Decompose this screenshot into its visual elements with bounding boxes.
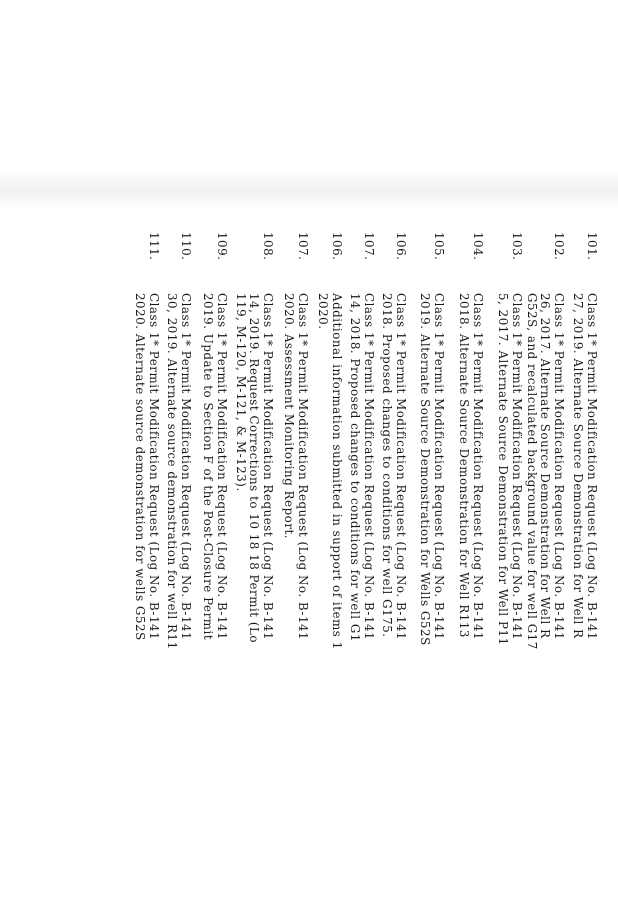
item-line: Class 1* Permit Modification Request (Log No. B-141	[261, 293, 275, 641]
item-line: 2019. Update to Section F of the Post-Closure Permit	[201, 293, 216, 641]
item-text	[316, 293, 343, 913]
item-line: 30, 2019. Alternate source demonstration for well R11	[165, 293, 180, 650]
item-line: 2020.	[316, 293, 331, 330]
item-line: Class 1* Permit Modification Request (Log No. B-141	[585, 293, 599, 641]
item-line: 2018. Alternate Source Demonstration for Well R113	[457, 293, 472, 638]
item-line: Class 1* Permit Modification Request (Log No. B-141	[179, 293, 193, 641]
item-text	[418, 293, 445, 913]
item-line: 2018. Proposed changes to conditions for well G175.	[380, 293, 395, 638]
item-text	[348, 293, 375, 913]
item-text	[133, 293, 160, 913]
item-line: Class 1* Permit Modification Request (Log No. B-141	[432, 293, 446, 641]
item-number: 109.	[215, 232, 229, 261]
item-line: Additional information submitted in support of items 1	[330, 293, 344, 650]
item-number: 106.	[330, 232, 344, 261]
item-line: Class 1* Permit Modification Request (Log No. B-141	[394, 293, 408, 641]
item-number: 110.	[179, 232, 193, 261]
item-line: Class 1* Permit Modification Request (Log No. B-141	[552, 293, 566, 641]
item-text	[571, 293, 598, 913]
item-number: 101.	[585, 232, 599, 261]
item-line: Class 1* Permit Modification Request (Log No. B-141	[471, 293, 485, 641]
item-number: 104.	[471, 232, 485, 261]
item-text	[282, 293, 309, 913]
item-number: 105.	[432, 232, 446, 261]
item-text	[496, 293, 523, 913]
item-line: 5, 2017. Alternate Source Demonstration for Well P11	[496, 293, 511, 646]
item-line: Class 1* Permit Modification Request (Log No. B-141	[510, 293, 524, 641]
item-line: 14, 2018. Proposed changes to conditions for well G1	[348, 293, 363, 642]
item-number: 102.	[552, 232, 566, 261]
item-line: 2020. Assessment Monitoring Report.	[282, 293, 297, 540]
item-text	[380, 293, 407, 913]
item-text	[234, 293, 275, 913]
item-text	[457, 293, 484, 913]
item-number: 107.	[296, 232, 310, 261]
item-line: G52S, and recalculated background value for well G17	[525, 293, 539, 650]
item-line: Class 1* Permit Modification Request (Log No. B-141	[147, 293, 161, 641]
item-line: 2019. Alternate Source Demonstration for Wells G52S	[418, 293, 433, 646]
item-line: Class 1* Permit Modification Request (Log No. B-141	[362, 293, 376, 641]
item-line: 119, M-120, M-121, & M-123).	[234, 293, 248, 492]
item-line: Class 1* Permit Modification Request (Log No. B-141	[296, 293, 310, 641]
item-number: 107.	[362, 232, 376, 261]
item-text	[201, 293, 228, 913]
item-number: 108.	[261, 232, 275, 261]
item-number: 106.	[394, 232, 408, 261]
item-text	[525, 293, 566, 913]
item-number: 111.	[147, 232, 161, 261]
item-number: 103.	[510, 232, 524, 261]
item-line: 2020. Alternate source demonstration for wells G52S	[133, 293, 148, 641]
item-line: 27, 2019. Alternate Source Demonstration for Well R	[571, 293, 586, 639]
item-text	[165, 293, 192, 913]
item-line: 26, 2017. Alternate Source Demonstration for Well R	[538, 293, 553, 639]
item-line: 14, 2019. Request Corrections to 10 18 18 Permit (Lo	[247, 293, 262, 644]
item-line: Class 1* Permit Modification Request (Log No. B-141	[215, 293, 229, 641]
